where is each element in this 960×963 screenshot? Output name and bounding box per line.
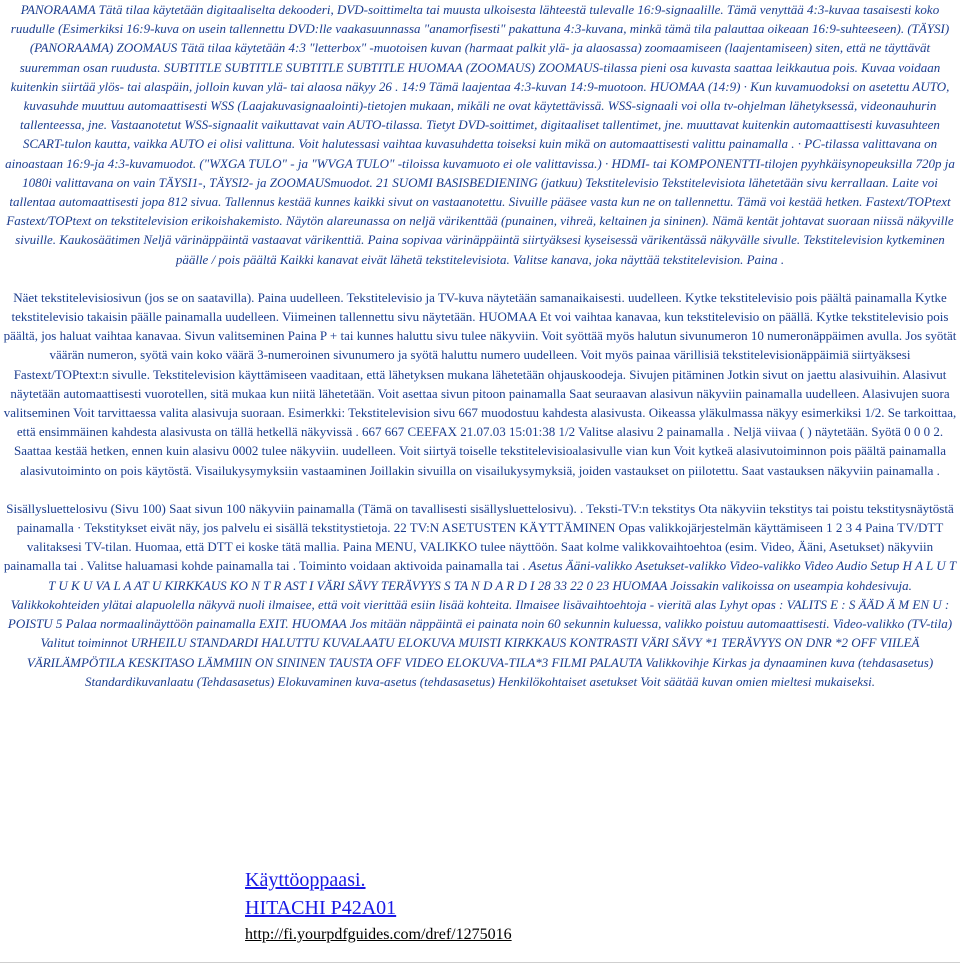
paragraph-panorama: PANORAAMA Tätä tilaa käytetään digitaaliselta dekooderi, DVD-soittimelta tai muusta ulkoisesta lähteestä tulevalle 16:9-signaalille. Tämä venyttää 4:3-kuvaa tasaisesti koko ruudulle (Esimerkiksi 16:9-kuva on usein tallennettu DVD:lle vaakasuunnassa "anamorfisesti" pakattuna 4:3-kuvana, minkä tämä tila palauttaa oikeaan 16:9-suhteeseen). [10, 2, 940, 37]
paragraph-menu-guide: Sisällysluettelosivu (Sivu 100) Saat sivun 100 näkyviin painamalla (Tämä on tavallisesti sisällysluettelosivu). . Teksti-TV:n tekstitys Ota näkyviin tekstitys tai poistu tekstitysnäytöstä painamalla · Tekstitykset eivät näy, jos palvelu ei sisällä tekstitystietoja. 22 TV:N ASETUSTEN KÄYTTÄMINEN Opas valikkojärjestelmän käyttämiseen 1 2 3 4 Paina TV/DTT valitaksesi TV-tilan. Huomaa, että DTT ei koske tätä mallia. Paina MENU, VALIKKO tulee näyttöön. Saat kolme valikkovaihtoehtoa (esim. Video, Ääni, Asetukset) näkyviin painamalla tai . Valitse haluamasi kohde painamalla tai . Toiminto voidaan aktivoida painamalla tai . [3, 500, 954, 574]
model-link[interactable]: HITACHI P42A01 [245, 897, 397, 919]
paragraph-zoom-teletext: (TÄYSI) (PANORAAMA) ZOOMAUS Tätä tilaa käytetään 4:3 "letterbox" -muotoisen kuvan (harmaat palkit ylä- ja alaosassa) zoomaamiseen (laajentamiseen) siten, että ne täyttävät suuremman osan ruudusta. SUBTITLE SUBTITLE SUBTITLE SUBTITLE HUOMAA (ZOOMAUS) ZOOMAUS-tilassa pieni osa kuvasta saattaa leikkautua pois. Kuvaa voidaan kuitenkin siirtää ylös- tai alaspäin, jolloin kuvan ylä- tai alaosa näkyy 26 . 14:9 Tämä laajentaa 4:3-kuvan 14:9-muotoon. HUOMAA (14:9) · Kun kuvamuodoksi on asetettu AUTO, kuvasuhde muuttuu automaattisesti WSS (Laajakuvasignaalointi)-tietojen mukaan, mikäli ne ovat käytettävissä. WSS-signaali voi olla tv-ohjelman lähetyksessä, videonauhurin tallenteessa, jne. Vastaanotetut WSS-signaalit vaikuttavat vain AUTO-tilassa. Tietyt DVD-soittimet, digitaaliset tallentimet, jne. muuttavat kuitenkin automaattisesti kuvasuhteen SCART-tulon kautta, vaikka AUTO ei olisi valittuna. Voit halutessasi vaihtaa kuvasuhdetta toiseksi kuin mikä on automaattisesti valittu painamalla . · PC-tilassa valittavana on ainoastaan 16:9-ja 4:3-kuvamuodot. ("WXGA TULO" - ja "WVGA TULO" -tiloissa kuvamuoto ei ole valittavissa.) · HDMI- tai KOMPONENTTI-tilojen pyyhkäisynopeuksilla 720p ja 1080i valittavana on vain TÄYSI1-, TÄYSI2- ja ZOOMAUSmuodot. 21 SUOMI BASISBEDIENING (jatkuu) Tekstitelevisio Tekstitelevisiota lähetetään sivu kerrallaan. Laite voi tallentaa automaattisesti jopa 812 sivua. Tallennus kestää kunnes kaikki sivut on vastaanotettu. Sivuille pääsee vasta kun ne on tallennettu. Tämä voi kestää hetken. Fastext/TOPtext Fastext/TOPtext on tekstitelevision erikoishakemisto. Näytön alareunassa on neljä värikenttää (punainen, vihreä, keltainen ja sininen). Nämä kentät johtavat suoraan niissä näkyville sivuille. Kaukosäätimen Neljä värinäppäintä vastaavat värikenttiä. Paina sopivaa värinäppäintä siirtyäksesi kyseisessä värikentässä näkyvälle sivulle. Tekstitelevision kytkeminen päälle / pois päältä Kaikki kanavat eivät lähetä tekstitelevisiota. Valitse kanava, joka näyttää tekstitelevision. Paina . [5, 21, 955, 267]
text-block-3 [3, 480, 957, 691]
footer-links [245, 866, 512, 946]
paragraph-teletext-usage: Näet tekstitelevisiosivun (jos se on saatavilla). Paina uudelleen. Tekstitelevisio ja TV-kuva näytetään samanaikaisesti. uudelleen. Kytke tekstitelevisio pois päältä painamalla Kytke tekstitelevisio takaisin päälle painamalla uudelleen. Viimeinen tallennettu sivu näytetään. HUOMAA Et voi vaihtaa kanavaa, kun tekstitelevisio on päällä. Kytke tekstitelevisio pois päältä, jos haluat vaihtaa kanavaa. Sivun valitseminen Paina P + tai kunnes haluttu sivu tulee näkyviin. Voit syöttää myös halutun sivunumeron 10 numeronäppäimen avulla. Jos syötät väärän numeron, syötä vain koko väärä 3-numeroinen sivunumero ja syötä haluttu numero uudelleen. Voit myös painaa värillisiä tekstitelevisionäppäimiä siirtyäksesi Fastext/TOPtext:n sivulle. Tekstitelevision käyttämiseen vaaditaan, että lähetyksen mukana lähetetään ohjauskoodeja. Sivujen pitäminen Jotkin sivut on jaettu alasivuihin. Alasivut näytetään automaattisesti vuorotellen, sitä mukaa kun niitä lähetetään. Voit asettaa sivun pitoon painamalla Saat seuraavan alasivun näkyviin painamalla uudelleen. Alasivujen suora valitseminen Voit tarvittaessa valita alasivuja suoraan. Esimerkki: Tekstitelevision sivu 667 muodostuu kahdesta alasivusta. Oikeassa yläkulmassa näkyy esimerkiksi 1/2. Se tarkoittaa, että ensimmäinen kahdesta alasivusta on tällä hetkellä näkyvissä . 667 667 CEEFAX 21.07.03 15:01:38 1/2 Valitse alasivu 2 painamalla . Neljä viivaa ( ) näytetään. Syötä 0 0 0 2. Saattaa kestää hetken, ennen kuin alasivu 0002 tulee näkyviin. uudelleen. Voit siirtyä toiselle tekstitelevisioalasivulle vian kun Voit kytkeä alasivutoiminnon pois päältä painamalla alasivutoiminto on pois käytöstä. Visailukysymyksiin vastaaminen Joillakin sivuilla on visailukysymyksiä, joiden vastaukset on piilotettu. Saat vastauksen näkyviin painamalla . [3, 289, 957, 478]
text-block-1 [3, 0, 957, 269]
paragraph-video-menu: Asetus Ääni-valikko Asetukset-valikko Video-valikko Video Audio Setup H A L U T T U K U VA L A AT U KIRKKAUS KO N T R AST I VÄRI SÄVY TERÄVYYS S TA N D A R D I 28 33 22 0 23 HUOMAA Joissakin valikoissa on useampia kohdesivuja. Valikkokohteiden ylätai alapuolella näkyvä nuoli ilmaisee, että voit vierittää esiin lisää kohteita. Ilmaisee lisävaihtoehtoja - vieritä alas Lyhyt opas : VALITS E : S ÄÄD Ä M EN U : POISTU 5 Palaa normaalinäyttöön painamalla EXIT. HUOMAA Jos mitään näppäintä ei painata noin 60 sekunnin kuluessa, valikko poistuu automaattisesti. Video-valikko (TV-tila) Valitut toiminnot URHEILU STANDARDI HALUTTU KUVALAATU ELOKUVA MUISTI KIRKKAUS KONTRASTI VÄRI SÄVY *1 TERÄVYYS ON DNR *2 OFF VIILEÄ VÄRILÄMPÖTILA KESKITASO LÄMMIIN ON SININEN TAUSTA OFF VIDEO ELOKUVA-TILA*3 FILMI PALAUTA Valikkovihje Kirkas ja dynaaminen kuva (tehdasasetus) Standardikuvanlaatu (Tehdasasetus) Elokuvaminen kuva-asetus (tehdasasetus) Henkilökohtaiset asetukset Voit säätää kuvan omien mieltesi mukaiseksi. [7, 558, 957, 689]
text-block-2 [3, 269, 957, 480]
manual-link[interactable]: Käyttöoppaasi. [245, 869, 366, 891]
source-url-link[interactable]: http://fi.yourpdfguides.com/dref/1275016 [245, 926, 512, 943]
